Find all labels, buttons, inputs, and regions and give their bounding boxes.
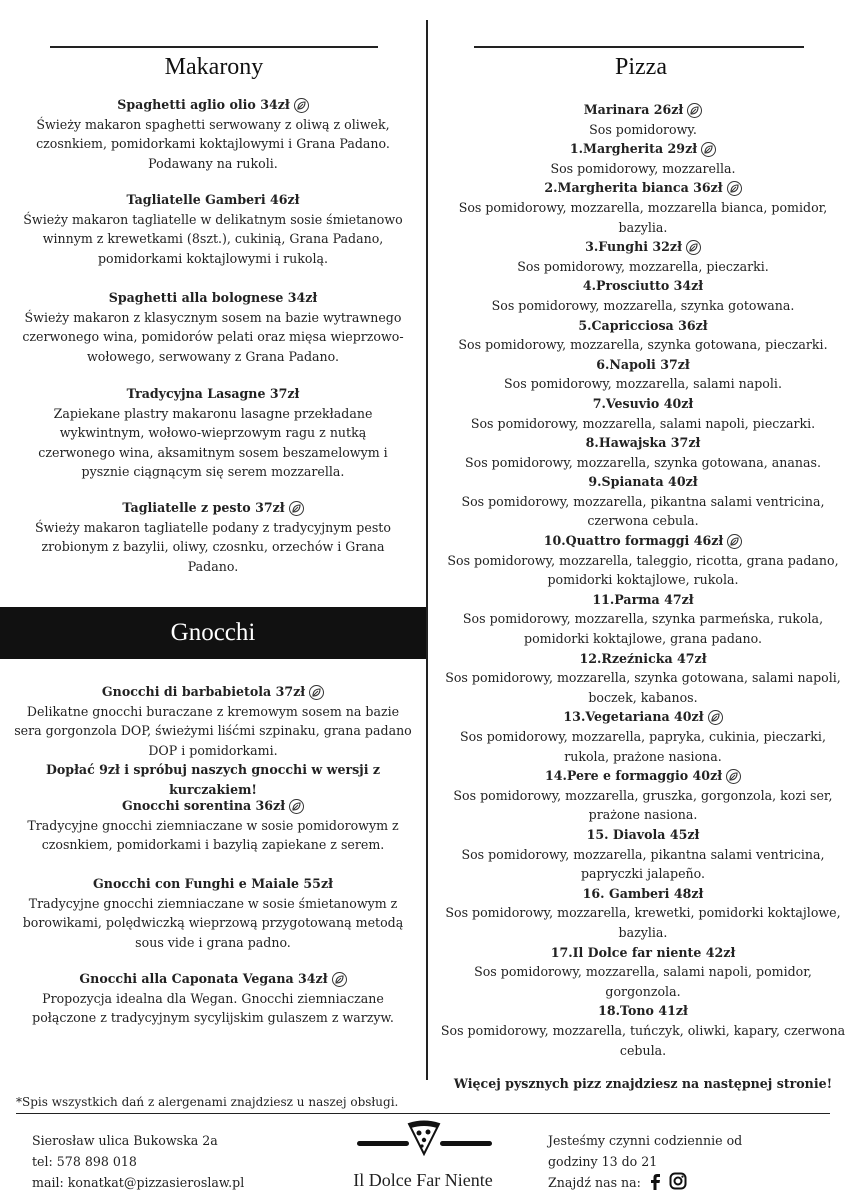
- pizza-item-description: Sos pomidorowy, mozzarella.: [550, 160, 736, 176]
- address: Sierosław ulica Bukowska 2a: [32, 1133, 218, 1148]
- pizza-item-name: 3.Funghi 32zł: [585, 239, 682, 255]
- menu-item: [22, 95, 404, 173]
- vegetarian-leaf-icon: [309, 685, 324, 700]
- menu-item-name: Spaghetti alla bolognese 34zł: [108, 290, 318, 305]
- vegetarian-leaf-icon: [708, 710, 723, 725]
- pizza-item-title-row: [440, 394, 846, 414]
- pizza-item: [440, 472, 846, 531]
- pizza-item: [440, 825, 846, 884]
- instagram-icon[interactable]: [669, 1172, 687, 1190]
- menu-item: [14, 969, 412, 1028]
- address-block: [32, 1130, 244, 1193]
- menu-item: [22, 288, 404, 366]
- pizza-item-title-row: [440, 276, 846, 296]
- pizza-item-title-row: [440, 943, 846, 963]
- menu-item-name: Gnocchi di barbabietola 37zł: [101, 684, 306, 699]
- menu-item-description: Tradycyjne gnocchi ziemniaczane w sosie pomidorowym z czosnkiem, pomidorkami i bazylią zapiekane z serem.: [27, 817, 399, 852]
- allergen-note: *Spis wszystkich dań z alergenami znajdziesz u naszej obsługi.: [16, 1095, 399, 1109]
- hours-block: [548, 1130, 742, 1193]
- menu-item-name: Tradycyjna Lasagne 37zł: [126, 386, 300, 401]
- gnocchi-title: Gnocchi: [170, 619, 256, 646]
- hours-line-2: godziny 13 do 21: [548, 1154, 658, 1169]
- menu-item-name: Gnocchi alla Caponata Vegana 34zł: [79, 971, 328, 986]
- pizza-item-title-row: [440, 237, 846, 257]
- menu-item-description: Świeży makaron tagliatelle podany z tradycyjnym pesto zrobionym z bazylii, oliwy, czosnku, orzechów i Grana Padano.: [35, 519, 391, 574]
- vegetarian-leaf-icon: [332, 972, 347, 987]
- social-label: Znajdź nas na:: [548, 1175, 641, 1190]
- pizza-item: [440, 178, 846, 237]
- pizza-item-name: 11.Parma 47zł: [592, 591, 694, 607]
- pizza-item: [440, 531, 846, 590]
- pizza-item-title-row: [440, 100, 846, 120]
- pizza-items: [440, 100, 846, 1060]
- makarony-top-rule: [50, 46, 378, 48]
- pizza-item: [440, 394, 846, 433]
- menu-item-description: Propozycja idealna dla Wegan. Gnocchi ziemniaczane połączone z tradycyjnym sycylijskim gulaszem z warzyw.: [32, 990, 394, 1025]
- menu-item-name: Tagliatelle z pesto 37zł: [122, 500, 285, 515]
- pizza-top-rule: [474, 46, 804, 48]
- pizza-slice-icon: [406, 1120, 442, 1156]
- vegetarian-leaf-icon: [727, 181, 742, 196]
- menu-item-title-row: [14, 796, 412, 816]
- menu-item-name: Gnocchi sorentina 36zł: [121, 798, 286, 813]
- pizza-item-description: Sos pomidorowy, mozzarella, szynka gotowana, salami napoli, boczek, kabanos.: [445, 670, 841, 705]
- pizza-item-title-row: [440, 139, 846, 159]
- menu-item-name: Tagliatelle Gamberi 46zł: [126, 192, 300, 207]
- menu-item: [22, 190, 404, 268]
- pizza-item: [440, 316, 846, 355]
- facebook-icon[interactable]: [649, 1174, 661, 1190]
- pizza-item-description: Sos pomidorowy, mozzarella, pikantna salami ventricina, papryczki jalapeño.: [461, 846, 825, 882]
- pizza-item: [440, 943, 846, 1002]
- pizza-item: [440, 433, 846, 472]
- menu-item-title-row: [22, 384, 404, 404]
- menu-item-description: Świeży makaron tagliatelle w delikatnym sosie śmietanowo winnym z krewetkami (8szt.), cukinią, Grana Padano, pomidorkami koktajlowymi i rukolą.: [23, 211, 403, 266]
- menu-item-description: Zapiekane plastry makaronu lasagne przekładane wykwintnym, wołowo-wieprzowym ragu z nutką czerwonego wina, aksamitnym sosem beszamelowym i pysznie ciągnącym się serem mozzarella.: [38, 405, 388, 479]
- pizza-item-name: 15. Diavola 45zł: [586, 826, 700, 842]
- pizza-item-name: 5.Capricciosa 36zł: [578, 317, 708, 333]
- pizza-item-description: Sos pomidorowy, mozzarella, salami napoli, pomidor, gorgonzola.: [474, 964, 812, 999]
- vegetarian-leaf-icon: [294, 98, 309, 113]
- pizza-item-title-row: [440, 433, 846, 453]
- pizza-item-description: Sos pomidorowy, mozzarella, papryka, cukinia, pieczarki, rukola, prażone nasiona.: [460, 729, 826, 764]
- pizza-item-name: 13.Vegetariana 40zł: [563, 709, 704, 725]
- pizza-item-title-row: [440, 531, 846, 551]
- pizza-item: [440, 276, 846, 315]
- pizza-item-name: 18.Tono 41zł: [598, 1003, 688, 1019]
- pizza-item: [440, 766, 846, 825]
- pizza-item-description: Sos pomidorowy, mozzarella, salami napoli.: [504, 376, 782, 392]
- pizza-item: [440, 1001, 846, 1060]
- gnocchi-header-bar: [0, 607, 426, 659]
- pizza-item-name: 8.Hawajska 37zł: [585, 435, 701, 451]
- menu-item-description: Delikatne gnocchi buraczane z kremowym sosem na bazie sera gorgonzola DOP, świeżymi liśćmi szpinaku, grana padano DOP i pomidorkami.: [14, 703, 412, 758]
- menu-item: [22, 384, 404, 482]
- menu-item: [14, 796, 412, 855]
- pizza-item-description: Sos pomidorowy, mozzarella, tuńczyk, oliwki, kapary, czerwona cebula.: [440, 1022, 846, 1058]
- menu-item-description: Tradycyjne gnocchi ziemniaczane w sosie śmietanowym z borowikami, polędwiczką wieprzową przygotowaną metodą sous vide i grana padno.: [22, 895, 404, 950]
- vegetarian-leaf-icon: [289, 799, 304, 814]
- pizza-item-title-row: [440, 707, 846, 727]
- vegetarian-leaf-icon: [701, 142, 716, 157]
- pizza-item: [440, 649, 846, 708]
- menu-item-title-row: [14, 969, 412, 989]
- phone[interactable]: tel: 578 898 018: [32, 1154, 137, 1169]
- pizza-item-name: 2.Margherita bianca 36zł: [544, 180, 723, 196]
- pizza-item-name: 6.Napoli 37zł: [596, 356, 690, 372]
- vegetarian-leaf-icon: [726, 769, 741, 784]
- pizza-item-name: 1.Margherita 29zł: [569, 141, 698, 157]
- pizza-item-title-row: [440, 472, 846, 492]
- pizza-item: [440, 884, 846, 943]
- menu-item-title-row: [22, 190, 404, 210]
- pizza-item-name: 14.Pere e formaggio 40zł: [544, 768, 723, 784]
- menu-item-title-row: [22, 288, 404, 308]
- pizza-item-description: Sos pomidorowy, mozzarella, mozzarella bianca, pomidor, bazylia.: [458, 199, 828, 235]
- pizza-item: [440, 237, 846, 276]
- pizza-item-description: Sos pomidorowy, mozzarella, szynka parmeńska, rukola, pomidorki koktajlowe, grana padano.: [462, 611, 824, 647]
- menu-item: [22, 498, 404, 576]
- brand-name: Il Dolce Far Niente: [353, 1170, 493, 1190]
- vegetarian-leaf-icon: [687, 103, 702, 118]
- vegetarian-leaf-icon: [686, 240, 701, 255]
- menu-item: [14, 682, 412, 799]
- menu-item: [14, 874, 412, 952]
- pizza-item: [440, 707, 846, 766]
- pizza-item-name: 4.Prosciutto 34zł: [582, 278, 704, 294]
- menu-item-title-row: [14, 874, 412, 894]
- pizza-item-title-row: [440, 316, 846, 336]
- logo-bar-left: [357, 1141, 409, 1146]
- menu-item-title-row: [22, 95, 404, 115]
- pizza-item-description: Sos pomidorowy, mozzarella, salami napoli, pieczarki.: [470, 415, 816, 431]
- menu-item-description: Świeży makaron z klasycznym sosem na bazie wytrawnego czerwonego wina, pomidorów pelati oraz mięsa wieprzowo-wołowego, serwowany z Grana Padano.: [22, 309, 404, 364]
- menu-item-name: Gnocchi con Funghi e Maiale 55zł: [93, 876, 333, 891]
- pizza-item: [440, 139, 846, 178]
- pizza-item-title-row: [440, 1001, 846, 1021]
- pizza-item-name: 16. Gamberi 48zł: [582, 885, 704, 901]
- logo-bar-right: [440, 1141, 492, 1146]
- makarony-title: Makarony: [164, 54, 264, 80]
- pizza-item-description: Sos pomidorowy, mozzarella, szynka gotowana, pieczarki.: [458, 337, 828, 353]
- pizza-item-title-row: [440, 590, 846, 610]
- pizza-item-description: Sos pomidorowy, mozzarella, krewetki, pomidorki koktajlowe, bazylia.: [445, 905, 841, 940]
- menu-item-title-row: [22, 498, 404, 518]
- vegetarian-leaf-icon: [727, 534, 742, 549]
- pizza-item-description: Sos pomidorowy, mozzarella, gruszka, gorgonzola, kozi ser, prażone nasiona.: [453, 787, 833, 823]
- more-pizza-note: Więcej pysznych pizz znajdziesz na następnej stronie!: [453, 1076, 833, 1091]
- pizza-item-description: Sos pomidorowy, mozzarella, pieczarki.: [517, 258, 769, 274]
- pizza-item-title-row: [440, 649, 846, 669]
- pizza-item-description: Sos pomidorowy, mozzarella, szynka gotowana.: [491, 297, 795, 313]
- menu-item-name: Spaghetti aglio olio 34zł: [117, 97, 290, 112]
- pizza-item-name: Marinara 26zł: [583, 102, 684, 117]
- pizza-item-title-row: [440, 766, 846, 786]
- pizza-item-description: Sos pomidorowy, mozzarella, taleggio, ricotta, grana padano, pomidorki koktajlowe, rukola.: [447, 552, 839, 588]
- column-divider: [426, 20, 428, 1080]
- pizza-item-name: 9.Spianata 40zł: [588, 474, 698, 490]
- menu-item-extra: Dopłać 9zł i spróbuj naszych gnocchi w wersji z kurczakiem!: [45, 762, 381, 797]
- pizza-item-name: 7.Vesuvio 40zł: [592, 395, 694, 411]
- menu-item-title-row: [14, 682, 412, 702]
- pizza-item-title-row: [440, 884, 846, 904]
- pizza-item-description: Sos pomidorowy, mozzarella, szynka gotowana, ananas.: [465, 454, 821, 470]
- pizza-item: [440, 100, 846, 139]
- social-row: [548, 1172, 742, 1193]
- pizza-item-name: 17.Il Dolce far niente 42zł: [550, 944, 736, 960]
- pizza-item-title-row: [440, 178, 846, 198]
- pizza-title: Pizza: [615, 54, 667, 80]
- menu-item-description: Świeży makaron spaghetti serwowany z oliwą z oliwek, czosnkiem, pomidorkami koktajlowymi i Grana Padano. Podawany na rukoli.: [36, 116, 390, 171]
- pizza-item: [440, 590, 846, 649]
- footer-rule: [16, 1113, 830, 1114]
- email[interactable]: mail: konatkat@pizzasieroslaw.pl: [32, 1175, 245, 1190]
- pizza-item: [440, 355, 846, 394]
- pizza-item-title-row: [440, 825, 846, 845]
- pizza-item-name: 12.Rzeźnicka 47zł: [579, 650, 707, 666]
- vegetarian-leaf-icon: [289, 501, 304, 516]
- pizza-item-name: 10.Quattro formaggi 46zł: [543, 533, 724, 549]
- hours-line-1: Jesteśmy czynni codziennie od: [548, 1133, 743, 1148]
- pizza-item-title-row: [440, 355, 846, 375]
- pizza-item-description: Sos pomidorowy.: [589, 121, 697, 137]
- pizza-item-description: Sos pomidorowy, mozzarella, pikantna salami ventricina, czerwona cebula.: [461, 493, 825, 529]
